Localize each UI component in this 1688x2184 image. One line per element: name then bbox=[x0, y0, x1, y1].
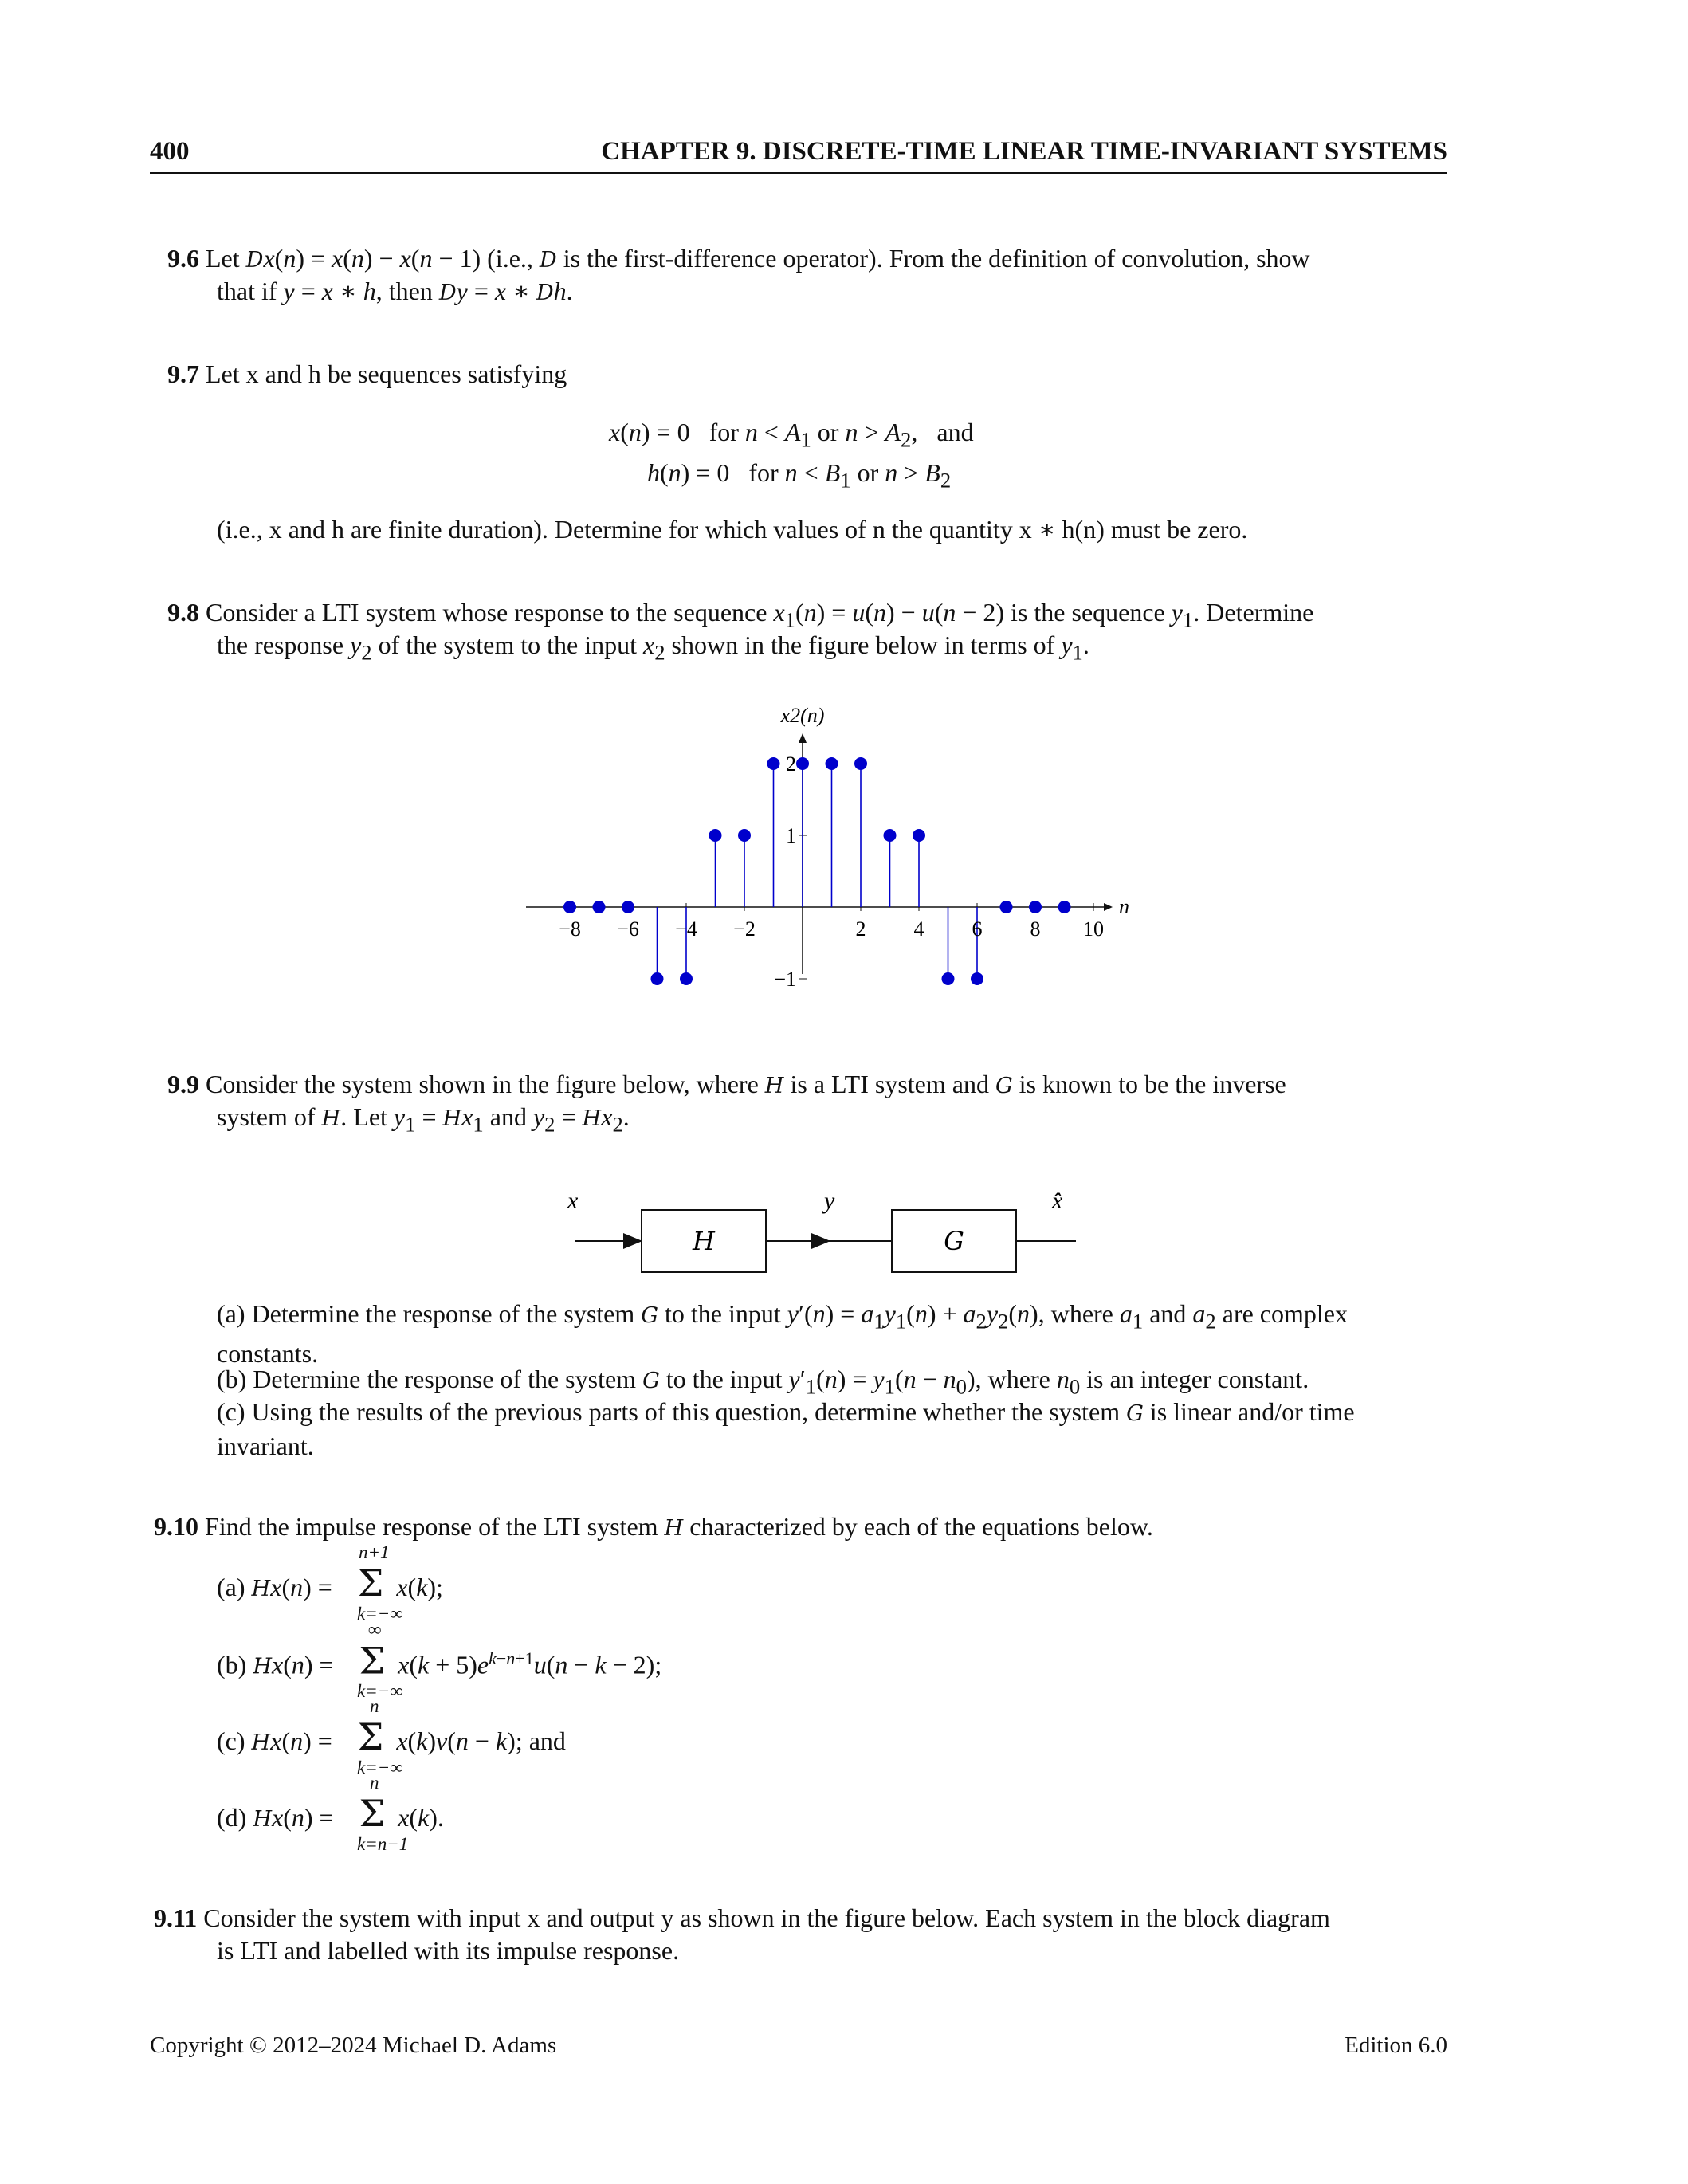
problem-9-9: 9.9 Consider the system shown in the figure below, where H is a LTI system and G is known to be the inverse bbox=[167, 1070, 1286, 1098]
y-tick-label: 1 bbox=[786, 824, 796, 847]
stem-point bbox=[1000, 901, 1013, 913]
page-number: 400 bbox=[150, 137, 190, 166]
x-tick-label: 8 bbox=[1030, 917, 1041, 941]
x-tick-label: 4 bbox=[913, 917, 924, 941]
x-tick-label: 2 bbox=[855, 917, 866, 941]
problem-number: 9.9 bbox=[167, 1070, 199, 1098]
x-tick-label: −2 bbox=[733, 917, 756, 941]
stem-point bbox=[738, 829, 751, 842]
stem-point bbox=[854, 757, 867, 770]
stem-point bbox=[680, 972, 693, 985]
problem-number: 9.8 bbox=[167, 598, 199, 627]
y-tick-label: −1 bbox=[774, 968, 796, 991]
header-rule bbox=[150, 172, 1447, 174]
block-g-label: G bbox=[944, 1226, 964, 1256]
block-diagram bbox=[558, 1188, 1100, 1291]
y-axis-label: x2(n) bbox=[780, 704, 825, 727]
x-tick-label: 10 bbox=[1083, 917, 1104, 941]
eq-910-c: (c) Hx(n) = Σ x(k)v(n − k); and bbox=[217, 1715, 566, 1758]
footer-copyright: Copyright © 2012–2024 Michael D. Adams bbox=[150, 2033, 557, 2058]
footer-edition: Edition 6.0 bbox=[1345, 2033, 1447, 2058]
stem-point bbox=[1058, 901, 1071, 913]
stem-point bbox=[942, 972, 955, 985]
x-tick-label: −6 bbox=[617, 917, 639, 941]
eq-910-b: (b) Hx(n) = Σ $x(k + 5)e^{k-n+1}u(n - k - 2)$; bbox=[217, 1639, 662, 1683]
x-axis-arrow bbox=[1104, 903, 1113, 911]
stem-point bbox=[826, 757, 838, 770]
problem-9-9-b: (b) Determine the response of the system G to the input $y'_1(n) = y_1(n - n_0)$, where $n_0$ is an integer constant. bbox=[217, 1365, 1309, 1399]
chapter-title: CHAPTER 9. DISCRETE-TIME LINEAR TIME-INVARIANT SYSTEMS bbox=[601, 137, 1447, 166]
x-tick-label: −4 bbox=[675, 917, 697, 941]
x-axis-label: n bbox=[1119, 895, 1129, 918]
problem-9-10: 9.10 Find the impulse response of the LTI system H characterized by each of the equations below. bbox=[154, 1512, 1153, 1541]
problem-9-8-line2: the response $y_2$ of the system to the input $x_2$ shown in the figure below in terms of $y_1$. bbox=[217, 630, 1089, 665]
plot-axes bbox=[526, 733, 1113, 979]
problem-9-11: 9.11 Consider the system with input x and output y as shown in the figure below. Each system in the block diagram bbox=[154, 1903, 1330, 1932]
stem-point bbox=[913, 829, 925, 842]
problem-number: 9.6 bbox=[167, 244, 199, 273]
problem-9-9-line2: system of H. Let $y_1 = Hx_1$ and $y_2 = Hx_2$. bbox=[217, 1102, 630, 1137]
equation-h-support: h(n) = 0 for $n < B_1$ or $n > B_2$ bbox=[647, 458, 952, 493]
plot-labels bbox=[559, 704, 1129, 991]
problem-9-9-a: (a) Determine the response of the system G to the input $y'(n) = a_1y_1(n) + a_2y_2(n)$, where $a_1$ and $a_2$ are complex constants. bbox=[217, 1299, 1348, 1369]
stem-point bbox=[796, 757, 809, 770]
x-tick-label: 6 bbox=[972, 917, 983, 941]
problem-9-6: 9.6 Let Dx(n) = x(n) − x(n − 1) (i.e., D is the first-difference operator). From the definition of convolution, show bbox=[167, 244, 1310, 273]
mid-label: y bbox=[824, 1188, 835, 1214]
problem-9-7: 9.7 Let x and h be sequences satisfying bbox=[167, 359, 567, 388]
stem-point bbox=[971, 972, 983, 985]
stem-plot-x2 bbox=[510, 693, 1129, 1020]
stem-point bbox=[884, 829, 897, 842]
stem-point bbox=[767, 757, 780, 770]
input-label: x bbox=[567, 1188, 579, 1214]
problem-9-11-line2: is LTI and labelled with its impulse response. bbox=[217, 1936, 680, 1965]
problem-number: 9.11 bbox=[154, 1903, 198, 1932]
y-axis-arrow bbox=[799, 733, 807, 743]
stem-point bbox=[563, 901, 576, 913]
stem-point bbox=[709, 829, 722, 842]
stem-point bbox=[651, 972, 664, 985]
eq-910-a: (a) Hx(n) = Σ x(k); bbox=[217, 1561, 443, 1605]
plot-stems bbox=[563, 757, 1071, 985]
output-label: x̂ bbox=[1052, 1188, 1063, 1214]
stem-point bbox=[593, 901, 606, 913]
stem-point bbox=[1029, 901, 1042, 913]
problem-9-8: 9.8 Consider a LTI system whose response to the sequence $x_1(n) = u(n) - u(n - 2)$ is the sequence $y_1$. Determine bbox=[167, 598, 1314, 632]
y-tick-label: 2 bbox=[786, 752, 796, 776]
problem-9-7-tail: (i.e., x and h are finite duration). Determine for which values of n the quantity x ∗ h(n) must be zero. bbox=[217, 515, 1248, 544]
equation-x-support: x(n) = 0 for $n < A_1$ or $n > A_2$, and bbox=[609, 418, 974, 452]
problem-number: 9.7 bbox=[167, 359, 199, 388]
x-tick-label: −8 bbox=[559, 917, 581, 941]
eq-910-d: (d) Hx(n) = Σ x(k). bbox=[217, 1792, 444, 1835]
problem-9-9-c: (c) Using the results of the previous parts of this question, determine whether the system G is linear and/or time invariant. bbox=[217, 1397, 1355, 1460]
block-h-label: H bbox=[693, 1226, 715, 1256]
problem-9-6-line2: that if y = x ∗ h, then Dy = x ∗ Dh. bbox=[217, 277, 573, 305]
stem-point bbox=[622, 901, 634, 913]
problem-number: 9.10 bbox=[154, 1512, 198, 1541]
